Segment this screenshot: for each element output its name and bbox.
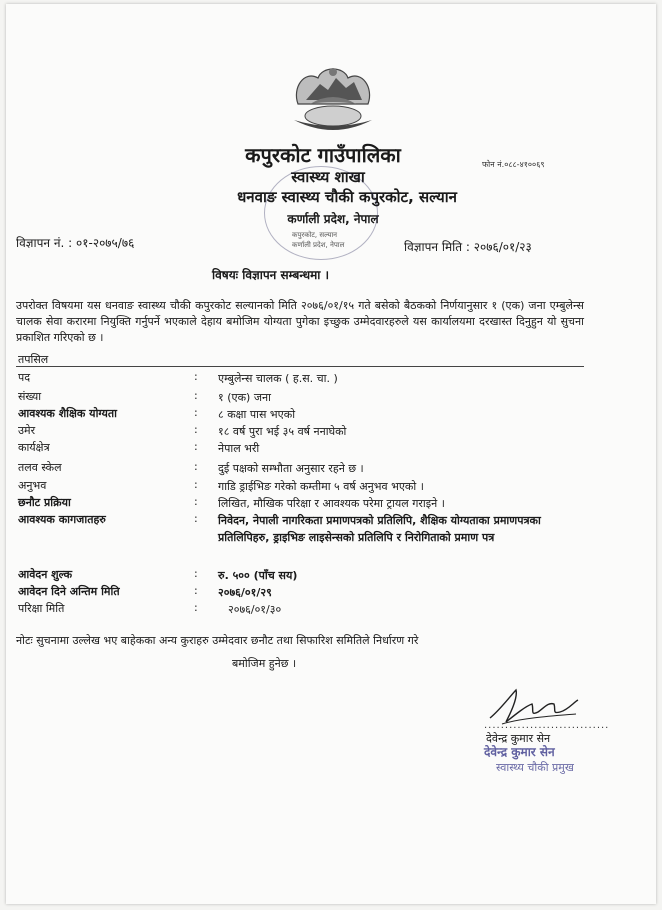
detail-value: १ (एक) जना [218, 391, 271, 404]
detail-colon: : [194, 440, 198, 453]
detail-value: निवेदन, नेपाली नागरिकता प्रमाणपत्रको प्रतिलिपि, शैक्षिक योग्यताका प्रमाणपत्रका प्रतिलिपिहरु, ड्राइभिङ लाइसेन्सको प्रतिलिपि र निरोगिताको प्रमाण पत्र [218, 514, 541, 544]
detail-label: पद [18, 371, 31, 384]
office-stamp-text [292, 230, 344, 250]
phone-number: फोन नं.०८८-४१००६९ [482, 160, 545, 169]
body-paragraph: उपरोक्त विषयमा यस धनवाङ स्वास्थ्य चौकी कपुरकोट सल्यानको मिति २०७६/०१/१५ गते बसेको बैठकको निर्णयानुसार १ (एक) जना एम्बुलेन्स चालक सेवा करारमा नियुक्ति गर्नुपर्ने भएकाले देहाय बमोजिम योग्यता पुगेका इच्छुक उम्मेदवारहरुले यस कार्यालयमा दरखास्त दिनुहुन यो सुचना प्रकाशित गरिएको छ । [16, 299, 584, 344]
detail-label: आवेदन शुल्क [18, 568, 73, 581]
detail-value: दुई पक्षको सम्भौता अनुसार रहने छ । [218, 462, 364, 475]
details-heading: तपसिल [18, 353, 49, 366]
note-text: नोटः सुचनामा उल्लेख भए बाहेकका अन्य कुराहरु उम्मेदवार छनौट तथा सिफारिश समितिले निर्धारण गरे [16, 634, 419, 647]
detail-colon: : [194, 460, 198, 473]
detail-value: रु. ५०० (पाँच सय) [218, 569, 298, 582]
detail-colon: : [194, 423, 198, 436]
detail-value: २०७६/०१/३० [228, 603, 282, 616]
detail-value: नेपाल भरी [218, 442, 260, 455]
detail-colon: : [194, 601, 198, 614]
detail-value: ८ कक्षा पास भएको [218, 408, 296, 421]
detail-label: परिक्षा मिति [18, 602, 65, 615]
detail-colon: : [194, 512, 198, 525]
advertisement-date: विज्ञापन मिति : २०७६/०१/२३ [404, 240, 532, 254]
branch-title: स्वास्थ्य शाखा [291, 168, 365, 186]
detail-value: एम्बुलेन्स चालक ( ह.स. चा. ) [218, 372, 338, 385]
detail-colon: : [194, 478, 198, 491]
detail-value: गाडि ड्राईभिङ गरेको कम्तीमा ५ वर्ष अनुभव भएको । [218, 480, 424, 493]
detail-colon: : [194, 567, 198, 580]
signatory-stamp-name: देवेन्द्र कुमार सेन [484, 745, 555, 759]
detail-colon: : [194, 389, 198, 402]
detail-label: अनुभव [18, 479, 47, 492]
detail-label: संख्या [18, 390, 42, 403]
detail-label: कार्यक्षेत्र [18, 441, 50, 454]
detail-label: आवश्यक कागजातहरु [18, 513, 106, 526]
province-title: कर्णाली प्रदेश, नेपाल [287, 212, 379, 226]
signature-line: .............................. [484, 720, 610, 731]
detail-colon: : [194, 370, 198, 383]
detail-label: छनौट प्रक्रिया [18, 496, 71, 509]
detail-label: उमेर [18, 424, 36, 437]
detail-label: तलव स्केल [18, 461, 62, 474]
detail-value: लिखित, मौखिक परिक्षा र आवश्यक परेमा ट्रायल गराइने । [218, 497, 445, 510]
nepal-emblem-icon [288, 60, 378, 138]
signatory-stamp-title: स्वास्थ्य चौकी प्रमुख [496, 761, 574, 774]
detail-value: २०७६/०१/२९ [218, 586, 272, 599]
detail-label: आवेदन दिने अन्तिम मिति [18, 585, 120, 598]
note-text-continuation: बमोजिम हुनेछ । [232, 657, 297, 670]
municipality-title: कपुरकोट गाउँपालिका [245, 143, 401, 167]
office-title: धनवाङ स्वास्थ्य चौकी कपुरकोट, सल्यान [237, 188, 457, 206]
detail-label: आवश्यक शैक्षिक योग्यता [18, 407, 118, 420]
subject-line: विषयः विज्ञापन सम्बन्धमा । [212, 268, 330, 282]
office-stamp-line: कपुरकोट, सल्यान [292, 231, 338, 239]
signatory-name: देवेन्द्र कुमार सेन [486, 732, 551, 745]
detail-colon: : [194, 495, 198, 508]
detail-colon: : [194, 584, 198, 597]
notice-page [6, 4, 656, 904]
advertisement-number: विज्ञापन नं. : ०१-२०७५/७६ [16, 236, 135, 250]
detail-colon: : [194, 406, 198, 419]
details-divider [16, 366, 584, 367]
detail-value: १८ वर्ष पुरा भई ३५ वर्ष ननाघेको [218, 425, 347, 438]
office-stamp-line: कर्णाली प्रदेश, नेपाल [292, 241, 345, 249]
